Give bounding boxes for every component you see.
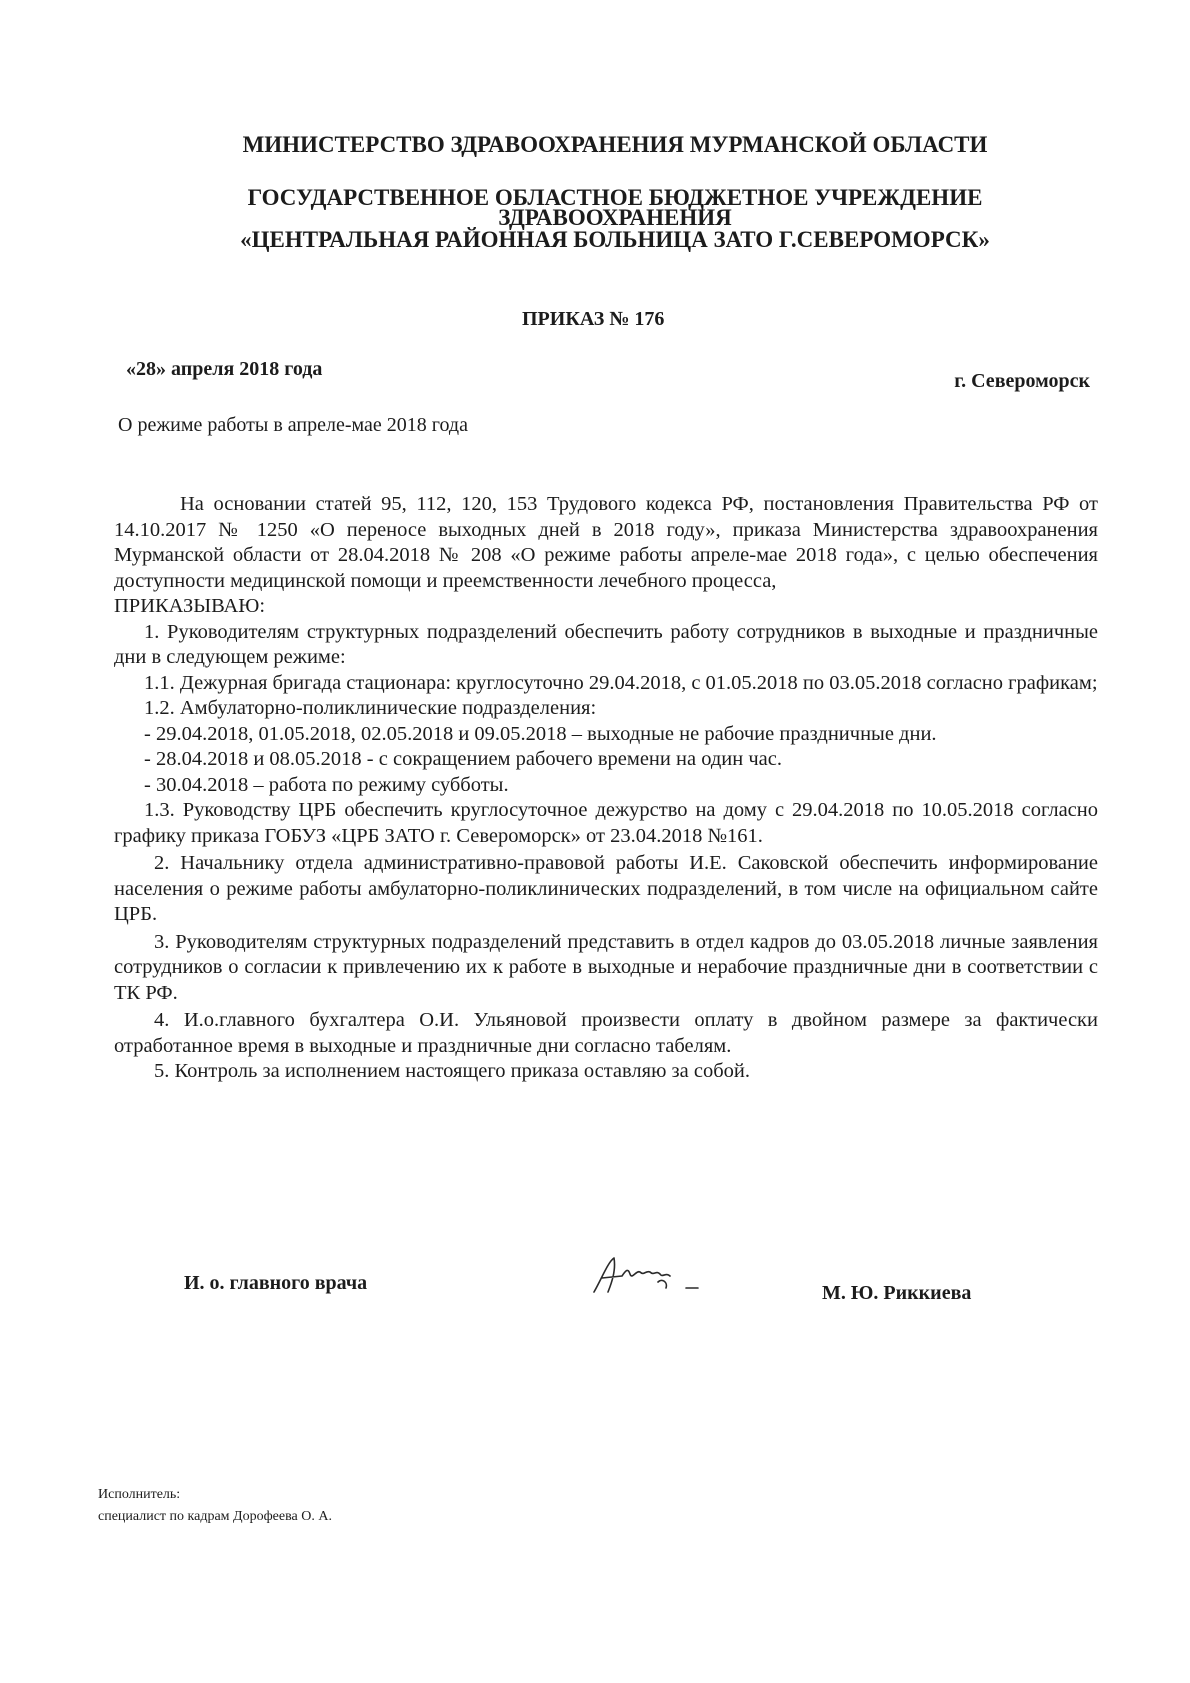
item-1-2-b: - 28.04.2018 и 08.05.2018 - с сокращением рабочего времени на один час.	[144, 748, 782, 770]
institution-heading-line2: ЗДРАВООХРАНЕНИЯ	[498, 205, 732, 230]
executor-label: Исполнитель:	[98, 1487, 181, 1502]
handwritten-signature	[588, 1252, 708, 1300]
order-date: «28» апреля 2018 года	[126, 358, 323, 380]
item-5: 5. Контроль за исполнением настоящего приказа оставляю за собой.	[154, 1060, 750, 1082]
order-title: ПРИКАЗ № 176	[522, 308, 665, 330]
institution-heading-line3: «ЦЕНТРАЛЬНАЯ РАЙОННАЯ БОЛЬНИЦА ЗАТО Г.СЕВЕРОМОРСК»	[240, 227, 990, 252]
order-city: г. Североморск	[954, 370, 1090, 392]
item-1: 1. Руководителям структурных подразделений обеспечить работу сотрудников в выходные и праздничные дни в следующем режиме:	[114, 620, 1098, 668]
ministry-heading: МИНИСТЕРСТВО ЗДРАВООХРАНЕНИЯ МУРМАНСКОЙ ОБЛАСТИ	[242, 132, 988, 157]
item-1-2: 1.2. Амбулаторно-поликлинические подразделения:	[144, 697, 597, 719]
item-3: 3. Руководителям структурных подразделений представить в отдел кадров до 03.05.2018 личные заявления сотрудников о согласии к привлечению их к работе в выходные и нерабочие праздничные дни в соответствии с ТК РФ.	[114, 930, 1098, 1004]
item-4: 4. И.о.главного бухгалтера О.И. Ульяновой произвести оплату в двойном размере за фактически отработанное время в выходные и праздничные дни согласно табелям.	[114, 1009, 1098, 1057]
item-1-1: 1.1. Дежурная бригада стационара: круглосуточно 29.04.2018, с 01.05.2018 по 03.05.2018 согласно графикам;	[144, 671, 1098, 694]
item-1-3: 1.3. Руководству ЦРБ обеспечить круглосуточное дежурство на дому с 29.04.2018 по 10.05.2018 согласно графику приказа ГОБУЗ «ЦРБ ЗАТО г. Североморск» от 23.04.2018 №161.	[114, 799, 1098, 847]
executor-footer	[98, 1484, 332, 1528]
directive: ПРИКАЗЫВАЮ:	[114, 595, 266, 617]
item-1-2-c: - 30.04.2018 – работа по режиму субботы.	[144, 773, 509, 796]
order-body	[114, 492, 1098, 1085]
item-1-2-a: - 29.04.2018, 01.05.2018, 02.05.2018 и 09.05.2018 – выходные не рабочие праздничные дни.	[144, 722, 937, 745]
executor-name: специалист по кадрам Дорофеева О. А.	[98, 1509, 332, 1524]
preamble-paragraph: На основании статей 95, 112, 120, 153 Трудового кодекса РФ, постановления Правительства РФ от 14.10.2017 № 1250 «О переносе выходных дней в 2018 году», приказа Министерства здравоохранения Мурманской области от 28.04.2018 № 208 «О режиме работы апреле-мае 2018 года», с целью обеспечения доступности медицинской помощи и преемственности лечебного процесса,	[114, 493, 1098, 592]
item-2: 2. Начальнику отдела административно-правовой работы И.Е. Саковской обеспечить информирование населения о режиме работы амбулаторно-поликлинических подразделений, в том числе на официальном сайте ЦРБ.	[114, 852, 1098, 925]
order-subject: О режиме работы в апреле-мае 2018 года	[118, 414, 468, 436]
signatory-role: И. о. главного врача	[184, 1272, 368, 1294]
institution-heading-line1: ГОСУДАРСТВЕННОЕ ОБЛАСТНОЕ БЮДЖЕТНОЕ УЧРЕЖДЕНИЕ	[247, 185, 983, 210]
signatory-name: М. Ю. Риккиева	[822, 1282, 972, 1304]
